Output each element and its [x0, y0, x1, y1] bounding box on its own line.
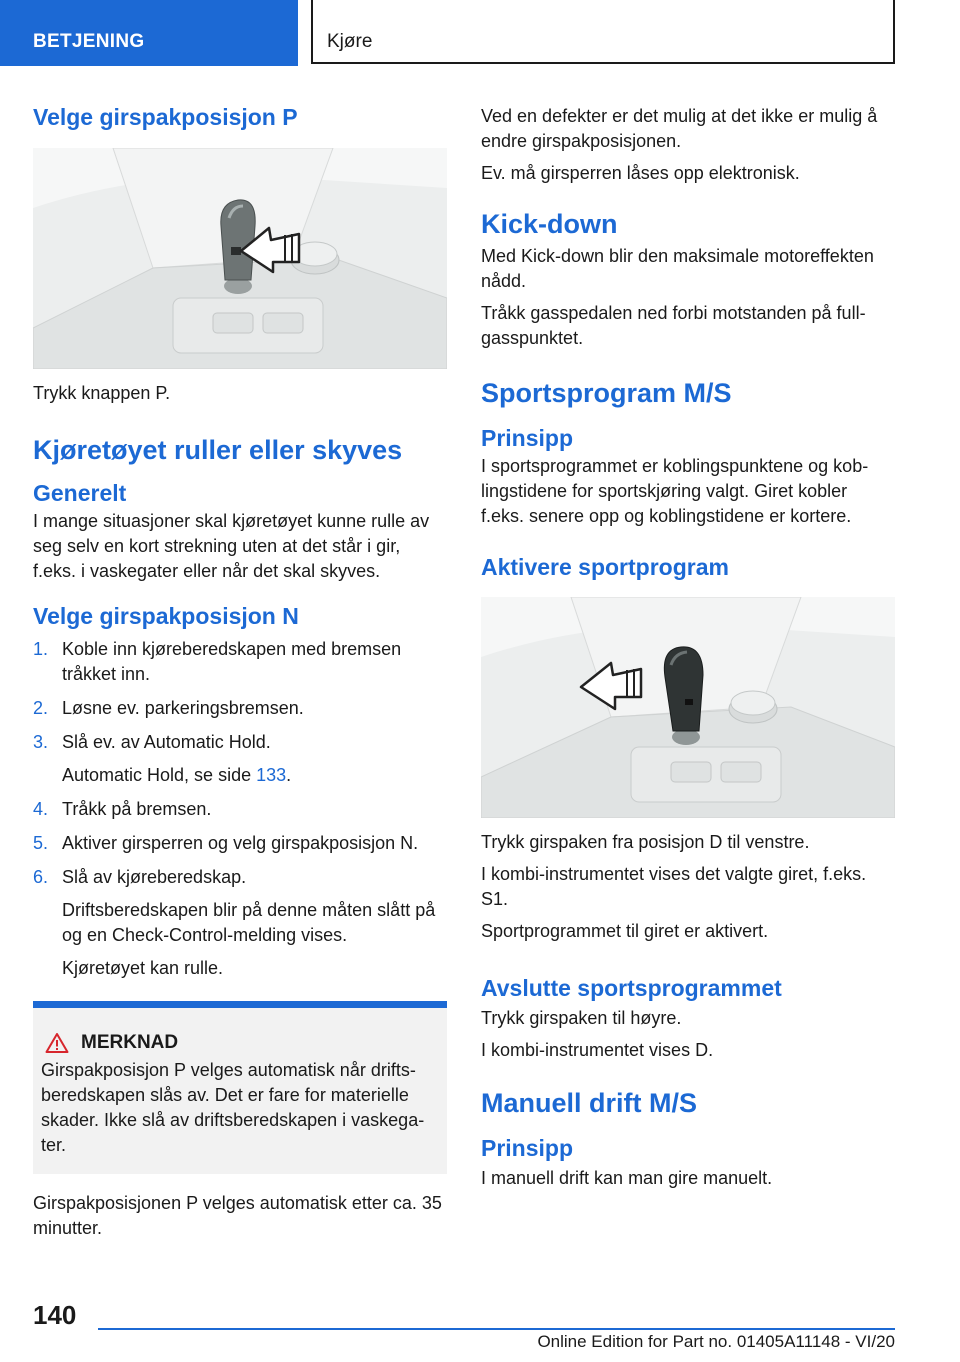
activate-paragraph: Trykk girspaken fra posisjon D til venstre.	[481, 832, 810, 852]
list-item: 3. Slå ev. av Automatic Hold. Automatic Hold, se side 133.	[33, 730, 447, 788]
defect-paragraph: Ved en defekter er det mulig at det ikke er mulig å endre girspakposisjonen.	[481, 106, 878, 151]
principle-paragraph: I sportsprogrammet er koblingspunktene og koblingstidene for sportskjøring valgt. Giret kobler f.eks. senere opp og koblingstidene er kortere.	[481, 456, 869, 526]
activate-paragraph-3: Sportprogrammet til giret er aktivert.	[481, 921, 769, 941]
deactivate-paragraph: Trykk girspaken til høyre.	[481, 1008, 682, 1028]
heading-deactivate-sport: Avslutte sportsprogrammet	[481, 975, 782, 1001]
page-header	[0, 0, 960, 66]
heading-principle-2: Prinsipp	[481, 1135, 574, 1161]
right-column	[481, 100, 895, 1191]
heading-principle: Prinsipp	[481, 425, 574, 451]
deactivate-paragraph-2: I kombi-instrumentet vises D.	[481, 1040, 714, 1060]
kickdown-paragraph-2: Tråkk gasspedalen ned forbi motstanden på fullgasspunktet.	[481, 303, 866, 348]
after-notice-paragraph: Girspakposisjonen P velges automatisk etter ca. 35 minutter.	[33, 1193, 442, 1238]
manual-paragraph: I manuell drift kan man gire manuelt.	[481, 1168, 773, 1188]
heading-select-n: Velge girspakposisjon N	[33, 603, 299, 629]
chapter-title: Kjøre	[311, 0, 895, 64]
general-paragraph: I mange situasjoner skal kjøretøyet kunne rulle av seg selv en kort strekning uten at det står i gir, f.eks. i vaskegater eller når det skal skyves.	[33, 511, 430, 581]
left-column	[33, 100, 447, 1241]
warning-icon	[45, 1032, 69, 1054]
gear-selector-p-illustration	[33, 148, 447, 369]
kickdown-paragraph: Med Kick-down blir den maksimale motoreffekten nådd.	[481, 246, 874, 291]
notice-title: MERKNAD	[41, 1030, 439, 1055]
gear-selector-sport-image	[481, 597, 895, 818]
unlock-paragraph: Ev. må girsperren låses opp elektronisk.	[481, 163, 800, 183]
step-sub-text: Automatic Hold, se side 133.	[62, 765, 292, 785]
heading-manual-mode: Manuell drift M/S	[481, 1088, 697, 1118]
activate-paragraph-2: I kombi-instrumentet vises det valgte giret, f.eks. S1.	[481, 864, 867, 909]
step-sub-text: Driftsberedskapen blir på denne måten slått på og en Check-Control-melding vises.	[62, 900, 436, 945]
heading-rolling: Kjøretøyet ruller eller skyves	[33, 435, 403, 465]
page-link-133[interactable]: 133	[256, 765, 287, 785]
list-item: 1. Koble inn kjøreberedskapen med bremsen tråkket inn.	[33, 639, 402, 684]
edition-note: Online Edition for Part no. 01405A11148 - VI/20	[537, 1332, 895, 1351]
notice-text: Girspakposisjon P velges automatisk når driftsberedskapen slås av. Det er fare for materielle skader. Ikke slå av driftsberedskapen i vaskegater.	[41, 1060, 425, 1155]
page-number: 140	[33, 1300, 77, 1330]
heading-activate-sport: Aktivere sportprogram	[481, 554, 729, 580]
notice-box	[33, 1001, 447, 1174]
list-item: 6. Slå av kjøreberedskap. Driftsberedskapen blir på denne måten slått på og en Check-Control-melding vises. Kjøretøyet kan rulle.	[33, 865, 447, 981]
press-p-text: Trykk knappen P.	[33, 383, 171, 403]
list-item: 5. Aktiver girsperren og velg girspakposisjon N.	[33, 833, 419, 853]
footer-rule	[98, 1328, 895, 1330]
heading-select-p: Velge girspakposisjon P	[33, 104, 298, 130]
heading-sport-program: Sportsprogram M/S	[481, 378, 732, 408]
heading-kickdown: Kick-down	[481, 209, 618, 239]
gear-selector-p-image	[33, 148, 447, 369]
steps-list	[33, 637, 447, 981]
list-item: 2. Løsne ev. parkeringsbremsen.	[33, 698, 304, 718]
step-sub-text: Kjøretøyet kan rulle.	[62, 958, 224, 978]
list-item: 4. Tråkk på bremsen.	[33, 799, 212, 819]
gear-selector-sport-illustration	[481, 597, 895, 818]
heading-general: Generelt	[33, 480, 127, 506]
section-title: BETJENING	[0, 0, 298, 66]
